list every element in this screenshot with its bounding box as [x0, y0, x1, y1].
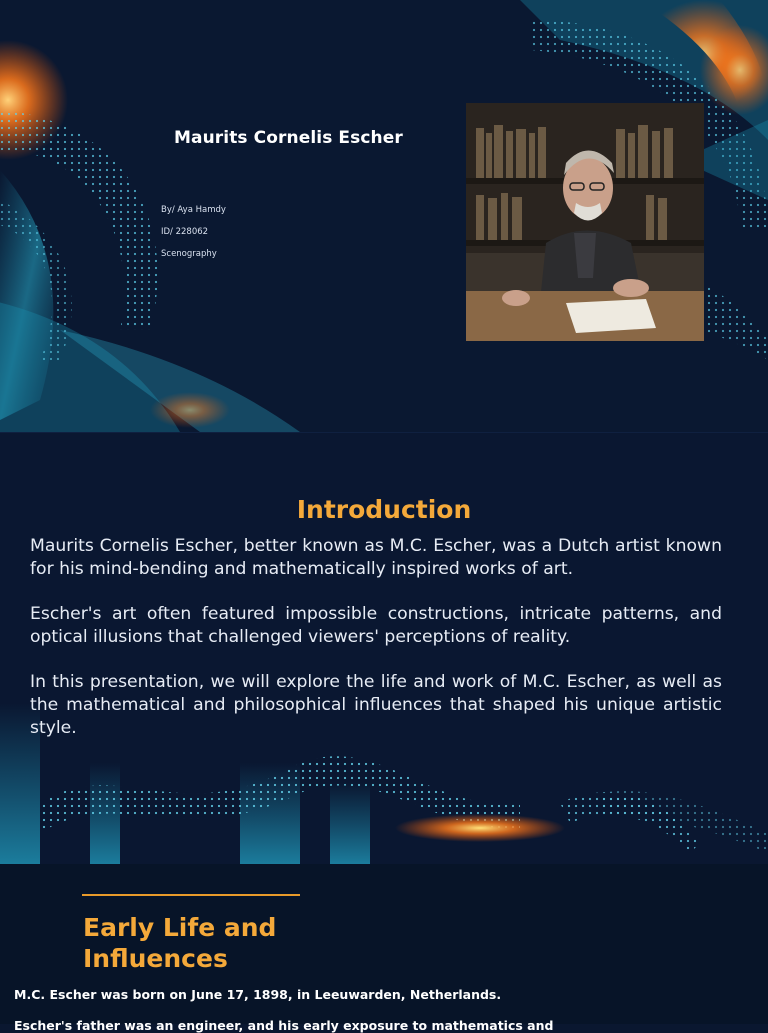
heading-rule: [82, 894, 300, 896]
introduction-heading: Introduction: [296, 495, 472, 524]
author-label: By/ Aya Hamdy: [161, 205, 226, 215]
early-life-slide: [0, 864, 768, 1033]
early-life-line-2: Escher's father was an engineer, and his early exposure to mathematics and: [14, 1018, 554, 1033]
portrait-image: [466, 103, 704, 341]
early-life-heading-line1: Early Life and: [83, 913, 277, 942]
intro-paragraph-1: Maurits Cornelis Escher, better known as M.C. Escher, was a Dutch artist known for his mind-bending and mathematically inspired works of art.: [30, 536, 722, 579]
introduction-slide: [0, 432, 768, 865]
course-label: Scenography: [161, 249, 217, 259]
intro-paragraph-2: Escher's art often featured impossible constructions, intricate patterns, and optical illusions that challenged viewers' perceptions of reality.: [30, 604, 722, 647]
intro-paragraph-3: In this presentation, we will explore the life and work of M.C. Escher, as well as the mathematical and philosophical influences that shaped his unique artistic style.: [30, 672, 722, 738]
early-life-line-1: M.C. Escher was born on June 17, 1898, in Leeuwarden, Netherlands.: [14, 987, 502, 1002]
student-id-label: ID/ 228062: [161, 227, 209, 237]
introduction-body: [30, 535, 722, 762]
early-life-heading: [83, 912, 276, 974]
early-life-heading-line2: Influences: [83, 944, 228, 973]
escher-portrait: [466, 103, 704, 341]
title-slide: [0, 0, 768, 432]
presentation-title: Maurits Cornelis Escher: [174, 128, 403, 148]
